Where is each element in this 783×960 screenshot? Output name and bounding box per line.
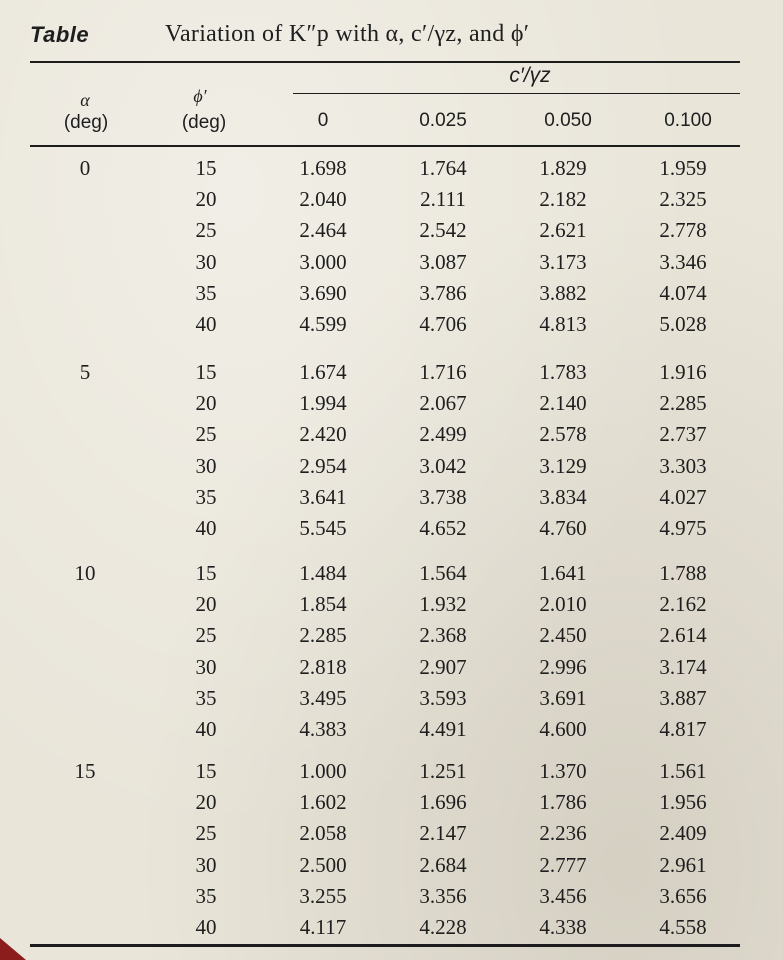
kp-value: 3.593 — [419, 685, 467, 710]
kp-value: 3.173 — [539, 249, 587, 274]
phi-header-unit: (deg) — [181, 112, 227, 133]
kp-value: 2.818 — [299, 654, 347, 679]
kp-value: 2.961 — [659, 852, 707, 877]
table-row — [0, 482, 783, 512]
kp-value: 3.691 — [539, 685, 587, 710]
kp-value: 1.786 — [539, 790, 587, 815]
phi-value: 30 — [195, 249, 217, 274]
phi-value: 20 — [195, 592, 217, 617]
alpha-value: 15 — [74, 759, 96, 783]
kp-value: 4.760 — [539, 516, 587, 540]
phi-value: 20 — [195, 391, 217, 416]
kp-value: 4.027 — [659, 484, 707, 509]
table-row — [0, 247, 783, 277]
kp-value: 5.028 — [659, 312, 707, 336]
kp-value: 2.285 — [659, 391, 707, 416]
phi-value: 35 — [195, 685, 217, 710]
kp-value: 2.737 — [659, 422, 707, 447]
kp-value: 3.738 — [419, 484, 467, 509]
table-row — [0, 513, 783, 543]
top-rule — [30, 61, 740, 63]
column-header-0: 0 — [317, 110, 329, 131]
kp-value: 2.140 — [539, 391, 587, 416]
table-row — [0, 714, 783, 744]
kp-value: 1.854 — [299, 592, 347, 617]
phi-value: 40 — [195, 312, 217, 336]
phi-value: 35 — [195, 883, 217, 908]
kp-value: 1.602 — [299, 790, 347, 815]
phi-value: 20 — [195, 790, 217, 815]
kp-value: 3.346 — [659, 249, 707, 274]
phi-value: 30 — [195, 453, 217, 478]
table-row — [0, 589, 783, 619]
kp-value: 1.484 — [299, 561, 347, 585]
kp-value: 2.182 — [539, 187, 587, 212]
kp-value: 3.129 — [539, 453, 587, 478]
caption-title: Variation of K″p with α, c′/γz, and ϕ′ — [165, 21, 530, 47]
kp-value: 2.907 — [419, 654, 467, 679]
kp-value: 1.696 — [419, 790, 467, 815]
kp-value: 3.887 — [659, 685, 707, 710]
kp-value: 3.042 — [419, 453, 467, 478]
kp-value: 2.996 — [539, 654, 587, 679]
phi-value: 15 — [195, 156, 217, 180]
kp-value: 4.491 — [419, 717, 467, 741]
kp-value: 2.040 — [299, 187, 347, 212]
alpha-value: 10 — [74, 561, 96, 585]
kp-value: 4.599 — [299, 312, 347, 336]
table-row — [0, 850, 783, 880]
table-row — [0, 558, 783, 588]
alpha-header-unit: (deg) — [63, 112, 109, 133]
kp-value: 1.716 — [419, 360, 467, 384]
table-row — [0, 357, 783, 387]
kp-value: 2.067 — [419, 391, 467, 416]
table-row — [0, 756, 783, 786]
phi-value: 20 — [195, 187, 217, 212]
kp-value: 2.499 — [419, 422, 467, 447]
column-header-0025: 0.025 — [419, 110, 467, 131]
kp-value: 4.338 — [539, 915, 587, 939]
column-header-0050: 0.050 — [544, 110, 592, 131]
table-row — [0, 419, 783, 449]
phi-value: 35 — [195, 484, 217, 509]
table-row — [0, 652, 783, 682]
kp-value: 4.383 — [299, 717, 347, 741]
kp-value: 3.356 — [419, 883, 467, 908]
kp-value: 2.058 — [299, 821, 347, 846]
kp-value: 3.786 — [419, 280, 467, 305]
kp-value: 3.495 — [299, 685, 347, 710]
kp-value: 1.829 — [539, 156, 587, 180]
kp-value: 2.147 — [419, 821, 467, 846]
kp-value: 3.641 — [299, 484, 347, 509]
kp-value: 1.000 — [299, 759, 347, 783]
kp-value: 1.916 — [659, 360, 707, 384]
kp-value: 3.690 — [299, 280, 347, 305]
kp-value: 2.542 — [419, 218, 467, 243]
phi-value: 25 — [195, 623, 217, 648]
kp-value: 3.834 — [539, 484, 587, 509]
kp-value: 3.882 — [539, 280, 587, 305]
phi-value: 15 — [195, 561, 217, 585]
phi-value: 15 — [195, 759, 217, 783]
table-row — [0, 451, 783, 481]
kp-value: 2.420 — [299, 422, 347, 447]
kp-value: 4.228 — [419, 915, 467, 939]
table-row — [0, 278, 783, 308]
caption-label: Table — [30, 22, 90, 47]
table-row — [0, 787, 783, 817]
kp-value: 4.813 — [539, 312, 587, 336]
kp-value: 2.578 — [539, 422, 587, 447]
kp-value: 3.174 — [659, 654, 707, 679]
kp-value: 1.783 — [539, 360, 587, 384]
kp-value: 1.959 — [659, 156, 707, 180]
phi-value: 25 — [195, 821, 217, 846]
kp-value: 1.764 — [419, 156, 467, 180]
phi-value: 15 — [195, 360, 217, 384]
alpha-header-symbol: α — [80, 90, 90, 110]
kp-value: 2.778 — [659, 218, 707, 243]
phi-value: 25 — [195, 422, 217, 447]
kp-value: 1.698 — [299, 156, 347, 180]
kp-value: 1.956 — [659, 790, 707, 815]
kp-value: 3.000 — [299, 249, 347, 274]
kp-value: 1.674 — [299, 360, 347, 384]
table-caption — [30, 22, 770, 56]
kp-value: 1.370 — [539, 759, 587, 783]
kp-value: 2.325 — [659, 187, 707, 212]
phi-value: 35 — [195, 280, 217, 305]
kp-value: 3.087 — [419, 249, 467, 274]
phi-value: 30 — [195, 852, 217, 877]
kp-value: 2.464 — [299, 218, 347, 243]
table-row — [0, 818, 783, 848]
kp-value: 2.368 — [419, 623, 467, 648]
table-row — [0, 153, 783, 183]
table-row — [0, 215, 783, 245]
kp-value: 4.652 — [419, 516, 467, 540]
kp-value: 4.817 — [659, 717, 707, 741]
kp-value: 4.117 — [299, 915, 347, 939]
phi-value: 40 — [195, 717, 217, 741]
kp-value: 1.932 — [419, 592, 467, 617]
header-rule — [30, 145, 740, 147]
column-header-0100: 0.100 — [664, 110, 712, 131]
table-row — [0, 683, 783, 713]
cohesion-ratio-header: c′/γz — [509, 64, 551, 87]
kp-value: 3.255 — [299, 883, 347, 908]
alpha-value: 0 — [79, 156, 91, 180]
kp-value: 2.954 — [299, 453, 347, 478]
phi-value: 40 — [195, 516, 217, 540]
kp-value: 2.162 — [659, 592, 707, 617]
kp-value: 1.994 — [299, 391, 347, 416]
kp-value: 2.450 — [539, 623, 587, 648]
kp-value: 1.561 — [659, 759, 707, 783]
kp-value: 2.684 — [419, 852, 467, 877]
kp-value: 4.558 — [659, 915, 707, 939]
phi-header-symbol: ϕ′ — [193, 86, 207, 106]
kp-value: 1.251 — [419, 759, 467, 783]
kp-value: 3.456 — [539, 883, 587, 908]
kp-value: 3.303 — [659, 453, 707, 478]
kp-value: 2.236 — [539, 821, 587, 846]
bottom-rule — [30, 944, 740, 947]
kp-value: 5.545 — [299, 516, 347, 540]
phi-value: 25 — [195, 218, 217, 243]
table-row — [0, 184, 783, 214]
phi-value: 40 — [195, 915, 217, 939]
kp-value: 1.788 — [659, 561, 707, 585]
kp-value: 2.010 — [539, 592, 587, 617]
kp-value: 2.409 — [659, 821, 707, 846]
table-row — [0, 309, 783, 339]
kp-value: 2.621 — [539, 218, 587, 243]
table-row — [0, 912, 783, 942]
phi-value: 30 — [195, 654, 217, 679]
kp-value: 4.074 — [659, 280, 707, 305]
alpha-value: 5 — [79, 360, 91, 384]
kp-value: 2.500 — [299, 852, 347, 877]
kp-value: 4.600 — [539, 717, 587, 741]
kp-value: 2.285 — [299, 623, 347, 648]
kp-value: 2.777 — [539, 852, 587, 877]
kp-value: 2.111 — [420, 187, 466, 212]
table-row — [0, 881, 783, 911]
table-row — [0, 620, 783, 650]
kp-value: 1.564 — [419, 561, 467, 585]
table-row — [0, 388, 783, 418]
page-corner-mark — [0, 938, 26, 960]
kp-value: 1.641 — [539, 561, 587, 585]
kp-value: 2.614 — [659, 623, 707, 648]
kp-value: 4.975 — [659, 516, 707, 540]
kp-value: 3.656 — [659, 883, 707, 908]
kp-value: 4.706 — [419, 312, 467, 336]
cohesion-ratio-rule — [293, 93, 740, 94]
